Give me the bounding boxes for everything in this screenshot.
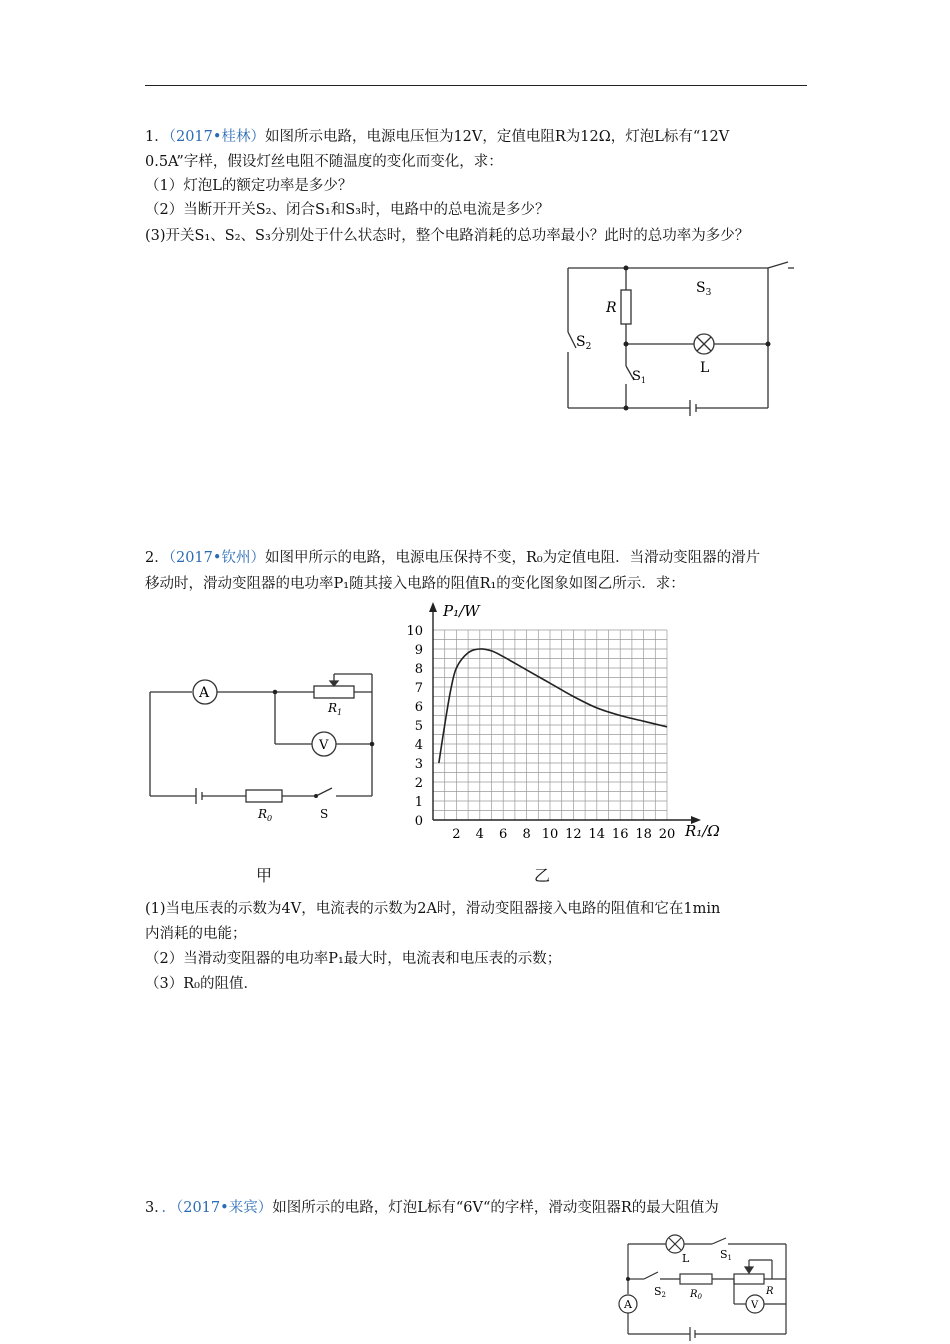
q2-part1-line2: 内消耗的电能； (145, 926, 247, 942)
x-tick-label: 18 (635, 827, 652, 842)
x-tick-label: 14 (588, 827, 606, 842)
x-tick-label: 6 (499, 827, 508, 842)
q2-line2: 移动时，滑动变阻器的电功率P₁随其接入电路的阻值R₁的变化图象如图乙所示．求： (145, 576, 685, 592)
y-tick-label: 4 (414, 738, 423, 753)
y-tick-label: 1 (414, 795, 423, 810)
q2-circuit-diagram-jia (148, 672, 388, 822)
x-tick-label: 20 (658, 827, 676, 842)
q3-label-s1: S1 (720, 1248, 733, 1262)
q1-line1: 1．（2017•桂林）如图所示电路，电源电压恒为12V，定值电阻R为12Ω，灯泡L标有“12V (145, 129, 730, 145)
y-tick-label: 7 (414, 681, 423, 696)
q3-circuit-diagram (614, 1234, 794, 1344)
header-rule (145, 85, 807, 86)
q1-node-right (766, 342, 771, 347)
y-tick-label: 3 (414, 757, 423, 772)
q2-part2: （2）当滑动变阻器的电功率P₁最大时，电流表和电压表的示数； (145, 951, 562, 967)
y-tick-label: 9 (414, 643, 423, 658)
q2-line1: 2．（2017•钦州）如图甲所示的电路，电源电压保持不变，R₀为定值电阻．当滑动变阻器的滑片 (145, 550, 761, 566)
q2-ammeter-label: A (199, 685, 210, 701)
q3-ammeter-label: A (624, 1298, 632, 1311)
y-tick-label: 8 (414, 662, 423, 677)
q2-chart-yi (395, 600, 725, 840)
q1-source[interactable]: （2017•桂林） (168, 129, 265, 145)
q2-source[interactable]: （2017•钦州） (168, 550, 265, 566)
q1-label-s1: $S_1$ (632, 369, 646, 385)
q2-node-a (273, 690, 278, 695)
q1-label-r: R (606, 300, 617, 316)
q2-label-r1: $R_1$ (328, 701, 343, 717)
x-tick-label: 4 (475, 827, 484, 842)
caption-yi: 乙 (534, 866, 551, 885)
caption-jia: 甲 (256, 866, 273, 885)
y-tick-label: 0 (414, 814, 423, 829)
y-axis-arrow (429, 602, 437, 612)
q2-node-b (370, 742, 375, 747)
q2-switch-node (314, 794, 318, 798)
q1-line2: 0.5A”字样，假设灯丝电阻不随温度的变化而变化，求： (145, 154, 503, 170)
q3-label-s2: S2 (654, 1285, 667, 1299)
x-tick-label: 2 (452, 827, 461, 842)
q1-label-s3: $S_3$ (696, 280, 712, 298)
chart-ylabel: P₁/W (443, 602, 480, 620)
q1-label-s2: $S_2$ (576, 334, 592, 352)
q3-line1: 3．．（2017•来宾）如图所示的电路，灯泡L标有“6V“的字样，滑动变阻器R的最大阻值为 (145, 1200, 719, 1216)
q2-part3: （3）R₀的阻值． (145, 976, 258, 992)
q3-label-r: R (766, 1286, 774, 1297)
q2-label-r0: $R_0$ (258, 807, 273, 823)
x-tick-label: 10 (541, 827, 559, 842)
y-tick-label: 6 (414, 700, 423, 715)
x-tick-label: 16 (611, 827, 629, 842)
y-tick-label: 2 (414, 776, 423, 791)
x-tick-label: 8 (522, 827, 531, 842)
q2-voltmeter-label: V (319, 738, 329, 753)
q1-part1: （1）灯泡L的额定功率是多少？ (145, 178, 353, 194)
q1-node-top (624, 266, 629, 271)
q2-part1-line1: (1)当电压表的示数为4V，电流表的示数为2A时，滑动变阻器接入电路的阻值和它在1min (145, 901, 721, 917)
q2-label-s: S (320, 807, 329, 821)
q3-label-r0: $R_0$ (690, 1289, 702, 1301)
q3-node (626, 1277, 630, 1281)
q1-label-l: L (700, 360, 710, 376)
q1-circuit-diagram (562, 262, 802, 412)
q1-node-mid (624, 342, 629, 347)
y-tick-label: 5 (414, 719, 423, 734)
x-tick-label: 12 (565, 827, 582, 842)
q1-part2: （2）当断开开关S₂、闭合S₁和S₃时，电路中的总电流是多少？ (145, 202, 550, 218)
q3-source[interactable]: ．（2017•来宾） (161, 1200, 273, 1216)
q3-label-l: L (682, 1252, 690, 1265)
y-tick-label: 10 (406, 624, 423, 639)
chart-xlabel: R₁/Ω (685, 822, 720, 840)
q1-part3: (3)开关S₁、S₂、S₃分别处于什么状态时，整个电路消耗的总功率最小？此时的总功率为多少？ (145, 228, 750, 244)
q1-node-bottom (624, 406, 629, 411)
q3-voltmeter-label: V (751, 1300, 759, 1311)
